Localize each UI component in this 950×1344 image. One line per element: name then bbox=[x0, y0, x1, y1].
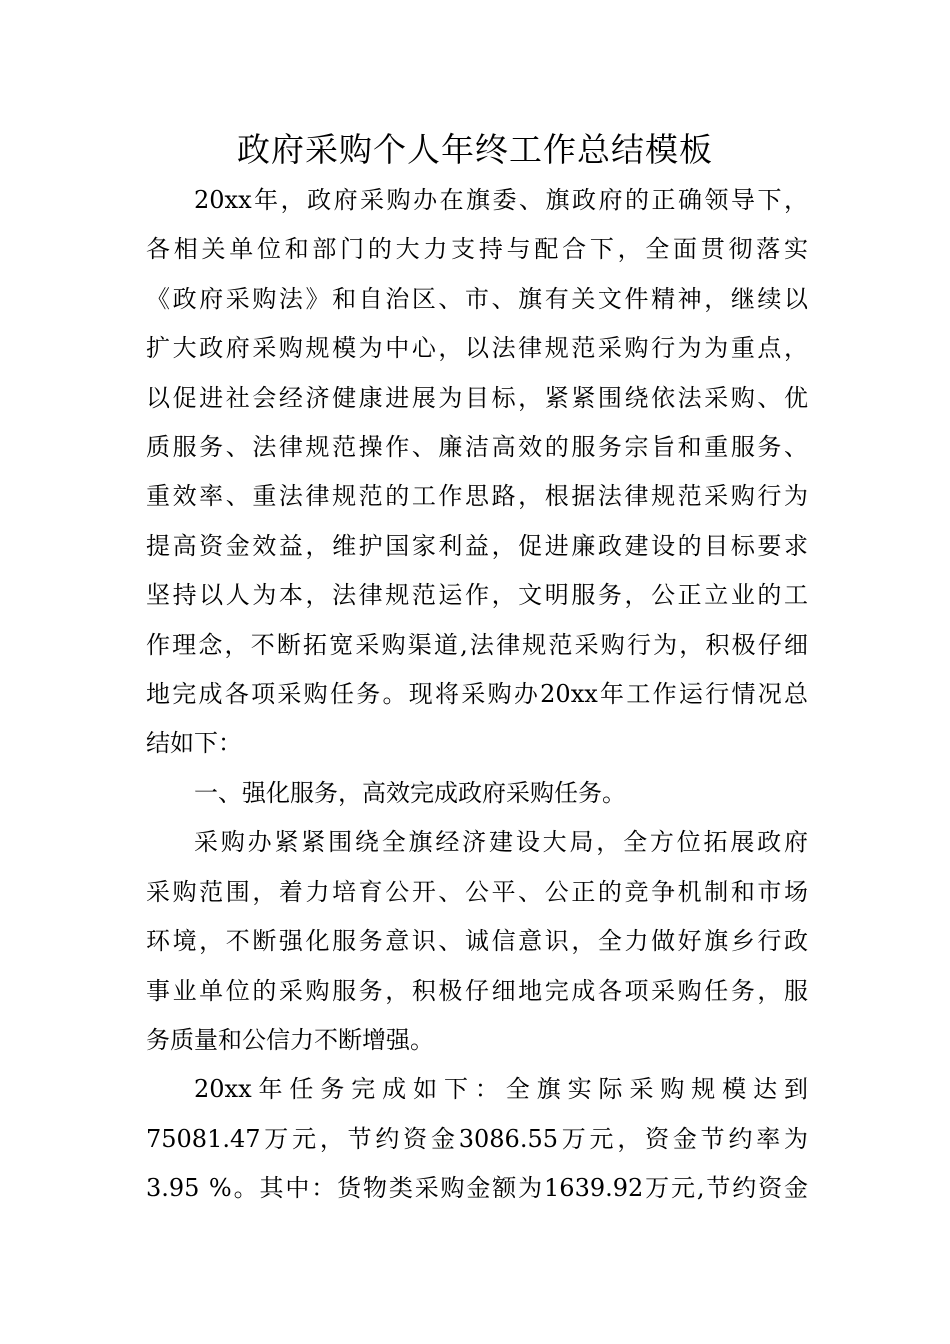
text-line: 采购范围，着力培育公开、公平、公正的竞争机制和市场 bbox=[146, 877, 808, 906]
text-line: 结如下： bbox=[146, 729, 242, 758]
text-line: 一、强化服务，高效完成政府采购任务。 bbox=[194, 778, 626, 807]
text-line: 质服务、法律规范操作、廉洁高效的服务宗旨和重服务、 bbox=[146, 433, 808, 462]
text-line: 75081.47万元，节约资金3086.55万元，资金节约率为 bbox=[146, 1124, 808, 1153]
text-line: 作理念，不断拓宽采购渠道,法律规范采购行为，积极仔细 bbox=[146, 630, 808, 659]
text-line: 地完成各项采购任务。现将采购办20xx年工作运行情况总 bbox=[146, 680, 808, 709]
text-line: 扩大政府采购规模为中心，以法律规范采购行为为重点， bbox=[146, 334, 808, 363]
text-line: 提高资金效益，维护国家利益，促进廉政建设的目标要求 bbox=[146, 531, 808, 560]
text-line: 各相关单位和部门的大力支持与配合下，全面贯彻落实 bbox=[146, 235, 808, 264]
paragraph-results bbox=[146, 1065, 808, 1213]
text-line: 事业单位的采购服务，积极仔细地完成各项采购任务，服 bbox=[146, 976, 808, 1005]
text-line: 20xx年任务完成如下：全旗实际采购规模达到 bbox=[194, 1075, 808, 1104]
document-title: 政府采购个人年终工作总结模板 bbox=[237, 130, 713, 169]
paragraph-service bbox=[146, 818, 808, 1065]
text-line: 3.95 %。其中：货物类采购金额为1639.92万元,节约资金 bbox=[146, 1174, 808, 1203]
text-line: 重效率、重法律规范的工作思路，根据法律规范采购行为 bbox=[146, 482, 808, 511]
document-body bbox=[146, 176, 808, 1214]
paragraph-intro bbox=[146, 176, 808, 769]
text-line: 20xx年，政府采购办在旗委、旗政府的正确领导下， bbox=[194, 186, 808, 214]
section-heading bbox=[146, 769, 808, 818]
text-line: 采购办紧紧围绕全旗经济建设大局，全方位拓展政府 bbox=[194, 828, 808, 857]
text-line: 坚持以人为本，法律规范运作，文明服务，公正立业的工 bbox=[146, 581, 808, 610]
text-line: 《政府采购法》和自治区、市、旗有关文件精神，继续以 bbox=[146, 284, 808, 313]
text-line: 环境，不断强化服务意识、诚信意识，全力做好旗乡行政 bbox=[146, 927, 808, 956]
text-line: 以促进社会经济健康进展为目标，紧紧围绕依法采购、优 bbox=[146, 383, 808, 412]
text-line: 务质量和公信力不断增强。 bbox=[146, 1025, 434, 1054]
